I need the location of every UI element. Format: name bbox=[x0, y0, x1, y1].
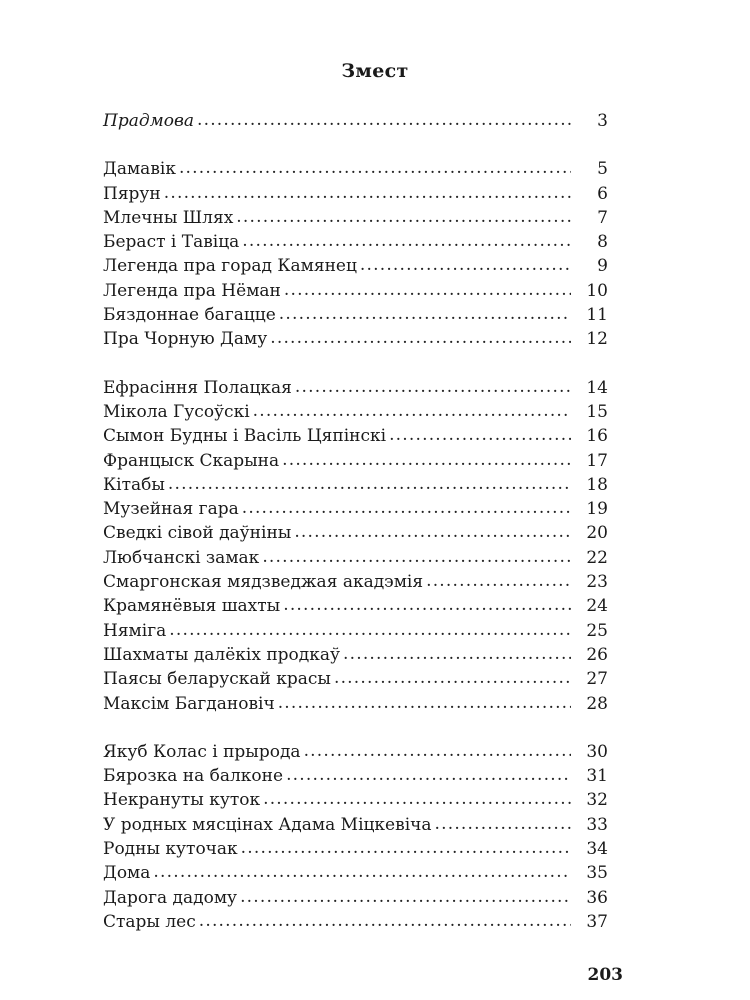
toc-dot-leader bbox=[294, 522, 571, 542]
toc-entry-page: 18 bbox=[586, 474, 608, 495]
toc-entry bbox=[103, 256, 608, 280]
toc-entry bbox=[103, 111, 608, 135]
toc-dot-leader bbox=[343, 644, 571, 664]
toc-entry-page: 24 bbox=[586, 596, 608, 617]
toc-entry-page: 36 bbox=[586, 887, 608, 908]
toc-dot-leader bbox=[295, 377, 571, 397]
toc-entry bbox=[103, 402, 608, 426]
toc-entry bbox=[103, 329, 608, 353]
toc-entry-title: Пярун bbox=[103, 183, 161, 204]
toc-entry-page: 30 bbox=[586, 741, 608, 762]
toc-dot-leader bbox=[360, 255, 571, 275]
toc-section bbox=[103, 378, 608, 718]
toc-dot-leader bbox=[286, 765, 571, 785]
toc-entry-title: Бяздоннае багацце bbox=[103, 305, 276, 326]
toc-entry bbox=[103, 208, 608, 232]
toc-entry bbox=[103, 669, 608, 693]
toc-entry-title: Музейная гара bbox=[103, 499, 239, 520]
toc-dot-leader bbox=[153, 862, 571, 882]
toc-entry-title: Млечны Шлях bbox=[103, 207, 234, 228]
toc-entry bbox=[103, 426, 608, 450]
toc-dot-leader bbox=[284, 280, 571, 300]
toc-entry bbox=[103, 499, 608, 523]
toc-entry-title: Некрануты куток bbox=[103, 790, 261, 811]
toc-entry-title: Легенда пра Нёман bbox=[103, 280, 281, 301]
toc-entry-page: 14 bbox=[586, 377, 608, 398]
toc-entry-page: 3 bbox=[597, 111, 608, 131]
toc-entry-page: 32 bbox=[586, 790, 608, 811]
toc-entry-title: Дамавік bbox=[103, 159, 176, 180]
toc-entry-page: 6 bbox=[597, 183, 608, 204]
toc-entry bbox=[103, 523, 608, 547]
toc-entry-title: Сымон Будны і Васіль Цяпінскі bbox=[103, 426, 387, 447]
toc-dot-leader bbox=[279, 304, 571, 324]
toc-dot-leader bbox=[168, 474, 571, 494]
toc-dot-leader bbox=[262, 547, 571, 567]
toc-dot-leader bbox=[197, 110, 571, 130]
toc-dot-leader bbox=[283, 595, 571, 615]
toc-entry-page: 8 bbox=[597, 232, 608, 253]
toc-entry-page: 33 bbox=[586, 814, 608, 835]
toc-dot-leader bbox=[263, 789, 571, 809]
toc-entry bbox=[103, 572, 608, 596]
toc-entry-title: Сведкі сівой даўніны bbox=[103, 523, 292, 544]
toc-entry-page: 28 bbox=[586, 693, 608, 714]
toc-entry-page: 17 bbox=[586, 450, 608, 471]
toc-entry-title: Стары лес bbox=[103, 911, 196, 932]
toc-section bbox=[103, 159, 608, 353]
toc-dot-leader bbox=[241, 838, 571, 858]
toc-dot-leader bbox=[199, 911, 571, 931]
toc-entry bbox=[103, 621, 608, 645]
toc-entry-title: Дома bbox=[103, 863, 151, 884]
toc-dot-leader bbox=[435, 814, 571, 834]
toc-entry-title: Пра Чорную Даму bbox=[103, 329, 268, 350]
toc-dot-leader bbox=[179, 158, 571, 178]
toc-entry-page: 34 bbox=[586, 839, 608, 860]
page-title: Змест bbox=[341, 60, 409, 82]
toc-entry-title: Максім Багдановіч bbox=[103, 693, 275, 714]
toc-entry-page: 16 bbox=[586, 426, 608, 447]
toc-entry bbox=[103, 645, 608, 669]
toc-entry-title: У родных мясцінах Адама Міцкевіча bbox=[103, 814, 432, 835]
toc-entry-title: Бераст і Тавіца bbox=[103, 232, 240, 253]
toc-dot-leader bbox=[389, 425, 571, 445]
toc-entry-title: Францыск Скарына bbox=[103, 450, 280, 471]
toc-entry bbox=[103, 305, 608, 329]
toc-dot-leader bbox=[270, 328, 571, 348]
toc-entry-page: 19 bbox=[586, 499, 608, 520]
toc-entry-page: 10 bbox=[586, 280, 608, 301]
toc-dot-leader bbox=[164, 183, 571, 203]
toc-entry-title: Якуб Колас і прырода bbox=[103, 741, 301, 762]
toc-entry-page: 22 bbox=[586, 547, 608, 568]
toc-entry-title: Прадмова bbox=[103, 111, 194, 131]
toc-dot-leader bbox=[240, 887, 571, 907]
toc-entry-page: 37 bbox=[586, 911, 608, 932]
toc-dot-leader bbox=[242, 498, 571, 518]
toc-entry-title: Любчанскі замак bbox=[103, 547, 260, 568]
toc-entry bbox=[103, 790, 608, 814]
toc-dot-leader bbox=[282, 450, 571, 470]
toc-entry-title: Няміга bbox=[103, 620, 167, 641]
toc-entry bbox=[103, 839, 608, 863]
toc-entry-page: 27 bbox=[586, 669, 608, 690]
toc-dot-leader bbox=[169, 620, 571, 640]
toc-entry bbox=[103, 184, 608, 208]
toc-entry bbox=[103, 378, 608, 402]
toc-entry-title: Смаргонская мядзведжая акадэмія bbox=[103, 572, 424, 593]
page-number: 203 bbox=[587, 965, 623, 985]
toc-entry-title: Ефрасіння Полацкая bbox=[103, 377, 292, 398]
toc-dot-leader bbox=[334, 668, 571, 688]
toc-entry-page: 23 bbox=[586, 572, 608, 593]
toc-entry bbox=[103, 159, 608, 183]
toc-entry-page: 25 bbox=[586, 620, 608, 641]
toc-entry bbox=[103, 232, 608, 256]
toc-entry-page: 11 bbox=[586, 305, 608, 326]
toc-entry-title: Родны куточак bbox=[103, 839, 238, 860]
toc-entry bbox=[103, 912, 608, 936]
toc-dot-leader bbox=[304, 741, 571, 761]
toc-entry-page: 31 bbox=[586, 766, 608, 787]
toc-entry-title: Бярозка на балконе bbox=[103, 766, 284, 787]
toc-entry bbox=[103, 475, 608, 499]
toc-entry-page: 26 bbox=[586, 644, 608, 665]
toc-entry-page: 15 bbox=[586, 401, 608, 422]
toc-section bbox=[103, 742, 608, 936]
toc-entry bbox=[103, 596, 608, 620]
toc-entry-title: Паясы беларускай красы bbox=[103, 669, 331, 690]
table-of-contents bbox=[103, 111, 608, 936]
toc-entry-page: 7 bbox=[597, 207, 608, 228]
toc-entry-title: Дарога дадому bbox=[103, 887, 238, 908]
toc-entry-page: 35 bbox=[586, 863, 608, 884]
toc-entry-page: 9 bbox=[597, 256, 608, 277]
toc-entry-title: Шахматы далёкіх продкаў bbox=[103, 644, 341, 665]
toc-entry-page: 5 bbox=[597, 159, 608, 180]
toc-entry-page: 20 bbox=[586, 523, 608, 544]
toc-entry bbox=[103, 451, 608, 475]
toc-entry bbox=[103, 694, 608, 718]
toc-entry bbox=[103, 742, 608, 766]
toc-entry bbox=[103, 863, 608, 887]
toc-entry bbox=[103, 548, 608, 572]
toc-entry bbox=[103, 766, 608, 790]
toc-section bbox=[103, 111, 608, 135]
toc-entry-title: Легенда пра горад Камянец bbox=[103, 256, 357, 277]
toc-entry bbox=[103, 888, 608, 912]
toc-entry-page: 12 bbox=[586, 329, 608, 350]
toc-dot-leader bbox=[278, 693, 571, 713]
toc-entry-title: Кітабы bbox=[103, 474, 165, 495]
toc-dot-leader bbox=[253, 401, 571, 421]
toc-dot-leader bbox=[426, 571, 571, 591]
toc-entry-title: Крамянёвыя шахты bbox=[103, 596, 281, 617]
toc-dot-leader bbox=[236, 207, 571, 227]
toc-entry-title: Мікола Гусоўскі bbox=[103, 401, 250, 422]
toc-entry bbox=[103, 815, 608, 839]
toc-dot-leader bbox=[242, 231, 571, 251]
toc-entry bbox=[103, 281, 608, 305]
